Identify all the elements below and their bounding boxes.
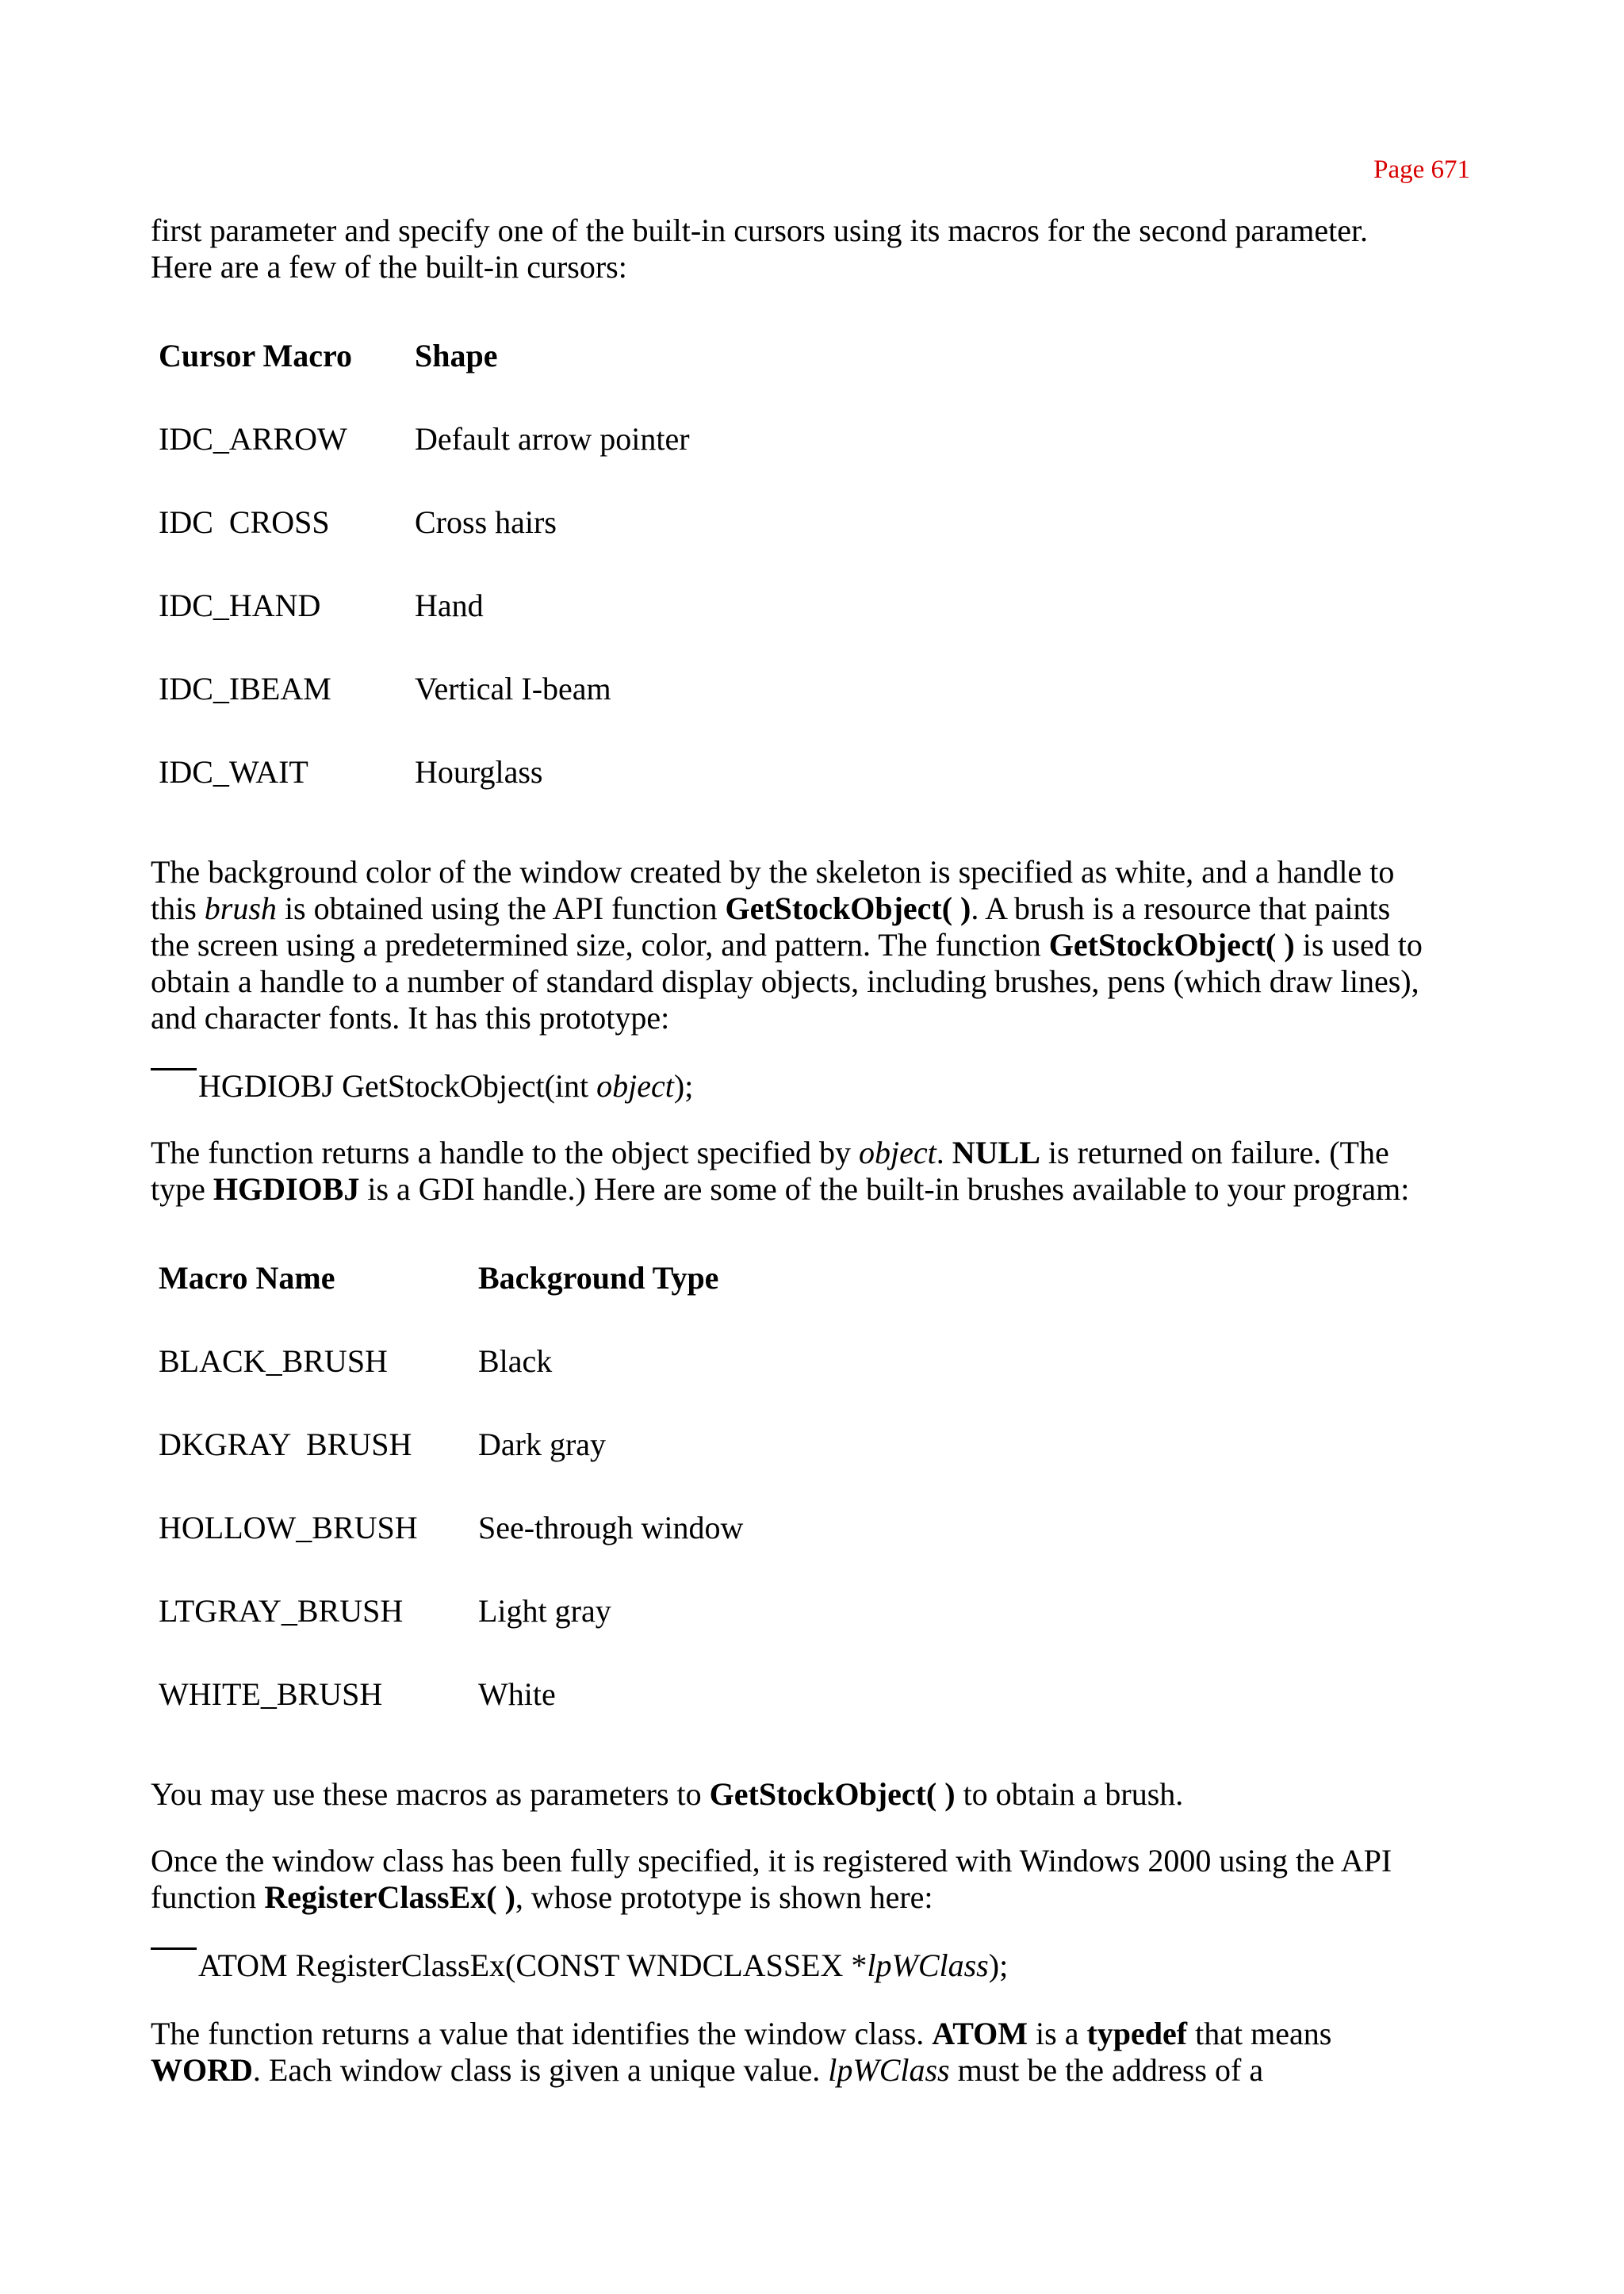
prototype-registerclassex <box>151 1947 1483 1984</box>
prototype-marker <box>151 1068 197 1070</box>
cursor-shape-cell: Hand <box>415 588 484 623</box>
text-run: must be the address of a <box>949 2052 1264 2088</box>
table-header-row <box>159 338 690 421</box>
text-run: that means <box>1187 2016 1332 2051</box>
cursor-shape-cell: Vertical I-beam <box>415 671 611 707</box>
table-row <box>159 1593 743 1676</box>
register-paragraph <box>151 1843 1483 1916</box>
text-run: , whose prototype is shown here: <box>515 1879 933 1915</box>
cursor-shape-cell: Cross hairs <box>415 504 557 540</box>
text-run: is a GDI handle.) Here are some of the built-in brushes available to your program: <box>359 1171 1410 1207</box>
text-run: The function returns a handle to the object specified by <box>151 1135 860 1170</box>
column-header: Cursor Macro <box>159 338 353 373</box>
brush-macro-cell: HOLLOW_BRUSH <box>159 1510 418 1545</box>
function-name: RegisterClassEx( ) <box>264 1879 515 1915</box>
code-text: HGDIOBJ GetStockObject(int <box>198 1068 597 1104</box>
text-run: The function returns a value that identifies the window class. <box>151 2016 933 2051</box>
function-name: GetStockObject( ) <box>1048 927 1295 963</box>
brush-macro-cell: WHITE_BRUSH <box>159 1676 383 1712</box>
column-header: Background Type <box>478 1260 719 1296</box>
table-header-row <box>159 1260 743 1343</box>
brush-type-cell: See-through window <box>478 1510 744 1545</box>
brush-macro-cell: BLACK_BRUSH <box>159 1343 388 1379</box>
code-text: ATOM RegisterClassEx(CONST WNDCLASSEX * <box>198 1947 868 1983</box>
brush-macro-cell: LTGRAY_BRUSH <box>159 1593 404 1629</box>
table-row <box>159 1343 743 1427</box>
returns-paragraph <box>151 1135 1483 1208</box>
text-line: and character fonts. It has this prototype: <box>151 1000 670 1036</box>
text-line: The background color of the window created by the skeleton is specified as white, and a handle to <box>151 854 1395 890</box>
cursor-macro-cell: IDC_IBEAM <box>159 671 331 707</box>
cursor-shape-cell: Default arrow pointer <box>415 421 690 457</box>
text-run: is used to <box>1294 927 1423 963</box>
page-content <box>151 213 1483 2089</box>
text-run: is returned on failure. (The <box>1040 1135 1389 1170</box>
table-row <box>159 1427 743 1510</box>
text-line: Once the window class has been fully specified, it is registered with Windows 2000 using the API <box>151 1843 1392 1878</box>
text-run: You may use these macros as parameters to <box>151 1776 710 1812</box>
column-header: Macro Name <box>159 1260 335 1296</box>
table-row <box>159 504 690 588</box>
text-run: type <box>151 1171 213 1207</box>
text-run: function <box>151 1879 265 1915</box>
code-param: object <box>596 1068 674 1104</box>
text-run: the screen using a predetermined size, color, and pattern. The function <box>151 927 1049 963</box>
code-param: lpWClass <box>867 1947 989 1983</box>
brush-type-cell: Light gray <box>478 1593 611 1629</box>
intro-paragraph <box>151 213 1483 285</box>
final-paragraph <box>151 2016 1483 2089</box>
prototype-getstockobject <box>151 1068 1483 1105</box>
text-run: is a <box>1028 2016 1087 2051</box>
bold-term: WORD <box>151 2052 253 2088</box>
brush-macro-cell: DKGRAY BRUSH <box>159 1427 412 1462</box>
text-run: is obtained using the API function <box>276 890 726 926</box>
cursor-macro-cell: IDC_HAND <box>159 588 321 623</box>
table-row <box>159 588 690 671</box>
brush-type-cell: White <box>478 1676 556 1712</box>
bold-term: ATOM <box>932 2016 1028 2051</box>
prototype-marker <box>151 1947 197 1950</box>
cursor-macro-cell: IDC CROSS <box>159 504 330 540</box>
intro-line-2: Here are a few of the built-in cursors: <box>151 249 627 285</box>
cursor-table <box>159 338 690 825</box>
column-header: Shape <box>415 338 498 373</box>
code-text: ); <box>673 1068 694 1104</box>
bold-term: HGDIOBJ <box>213 1171 360 1207</box>
text-line: obtain a handle to a number of standard display objects, including brushes, pens (which draw lines), <box>151 963 1419 999</box>
text-run: . <box>936 1135 952 1170</box>
function-name: GetStockObject( ) <box>725 890 971 926</box>
brush-type-cell: Black <box>478 1343 553 1379</box>
table-row <box>159 1676 743 1748</box>
bold-term: typedef <box>1086 2016 1188 2051</box>
table-row <box>159 754 690 825</box>
text-run: this <box>151 890 205 926</box>
cursor-shape-cell: Hourglass <box>415 754 543 790</box>
text-run: to obtain a brush. <box>955 1776 1184 1812</box>
page-number: Page 671 <box>1373 155 1470 184</box>
bold-term: NULL <box>952 1135 1040 1170</box>
text-run: . A brush is a resource that paints <box>971 890 1391 926</box>
usage-paragraph <box>151 1776 1483 1813</box>
italic-term: object <box>859 1135 936 1170</box>
function-name: GetStockObject( ) <box>709 1776 956 1812</box>
cursor-macro-cell: IDC_ARROW <box>159 421 347 457</box>
code-text: ); <box>988 1947 1009 1983</box>
italic-term: brush <box>204 890 277 926</box>
brush-type-cell: Dark gray <box>478 1427 607 1462</box>
table-row <box>159 1510 743 1593</box>
brush-table <box>159 1260 743 1748</box>
text-run: . Each window class is given a unique value. <box>252 2052 829 2088</box>
intro-line-1: first parameter and specify one of the built-in cursors using its macros for the second parameter. <box>151 213 1369 248</box>
table-row <box>159 421 690 504</box>
table-row <box>159 671 690 754</box>
cursor-macro-cell: IDC_WAIT <box>159 754 308 790</box>
italic-term: lpWClass <box>828 2052 950 2088</box>
brush-paragraph <box>151 854 1483 1036</box>
